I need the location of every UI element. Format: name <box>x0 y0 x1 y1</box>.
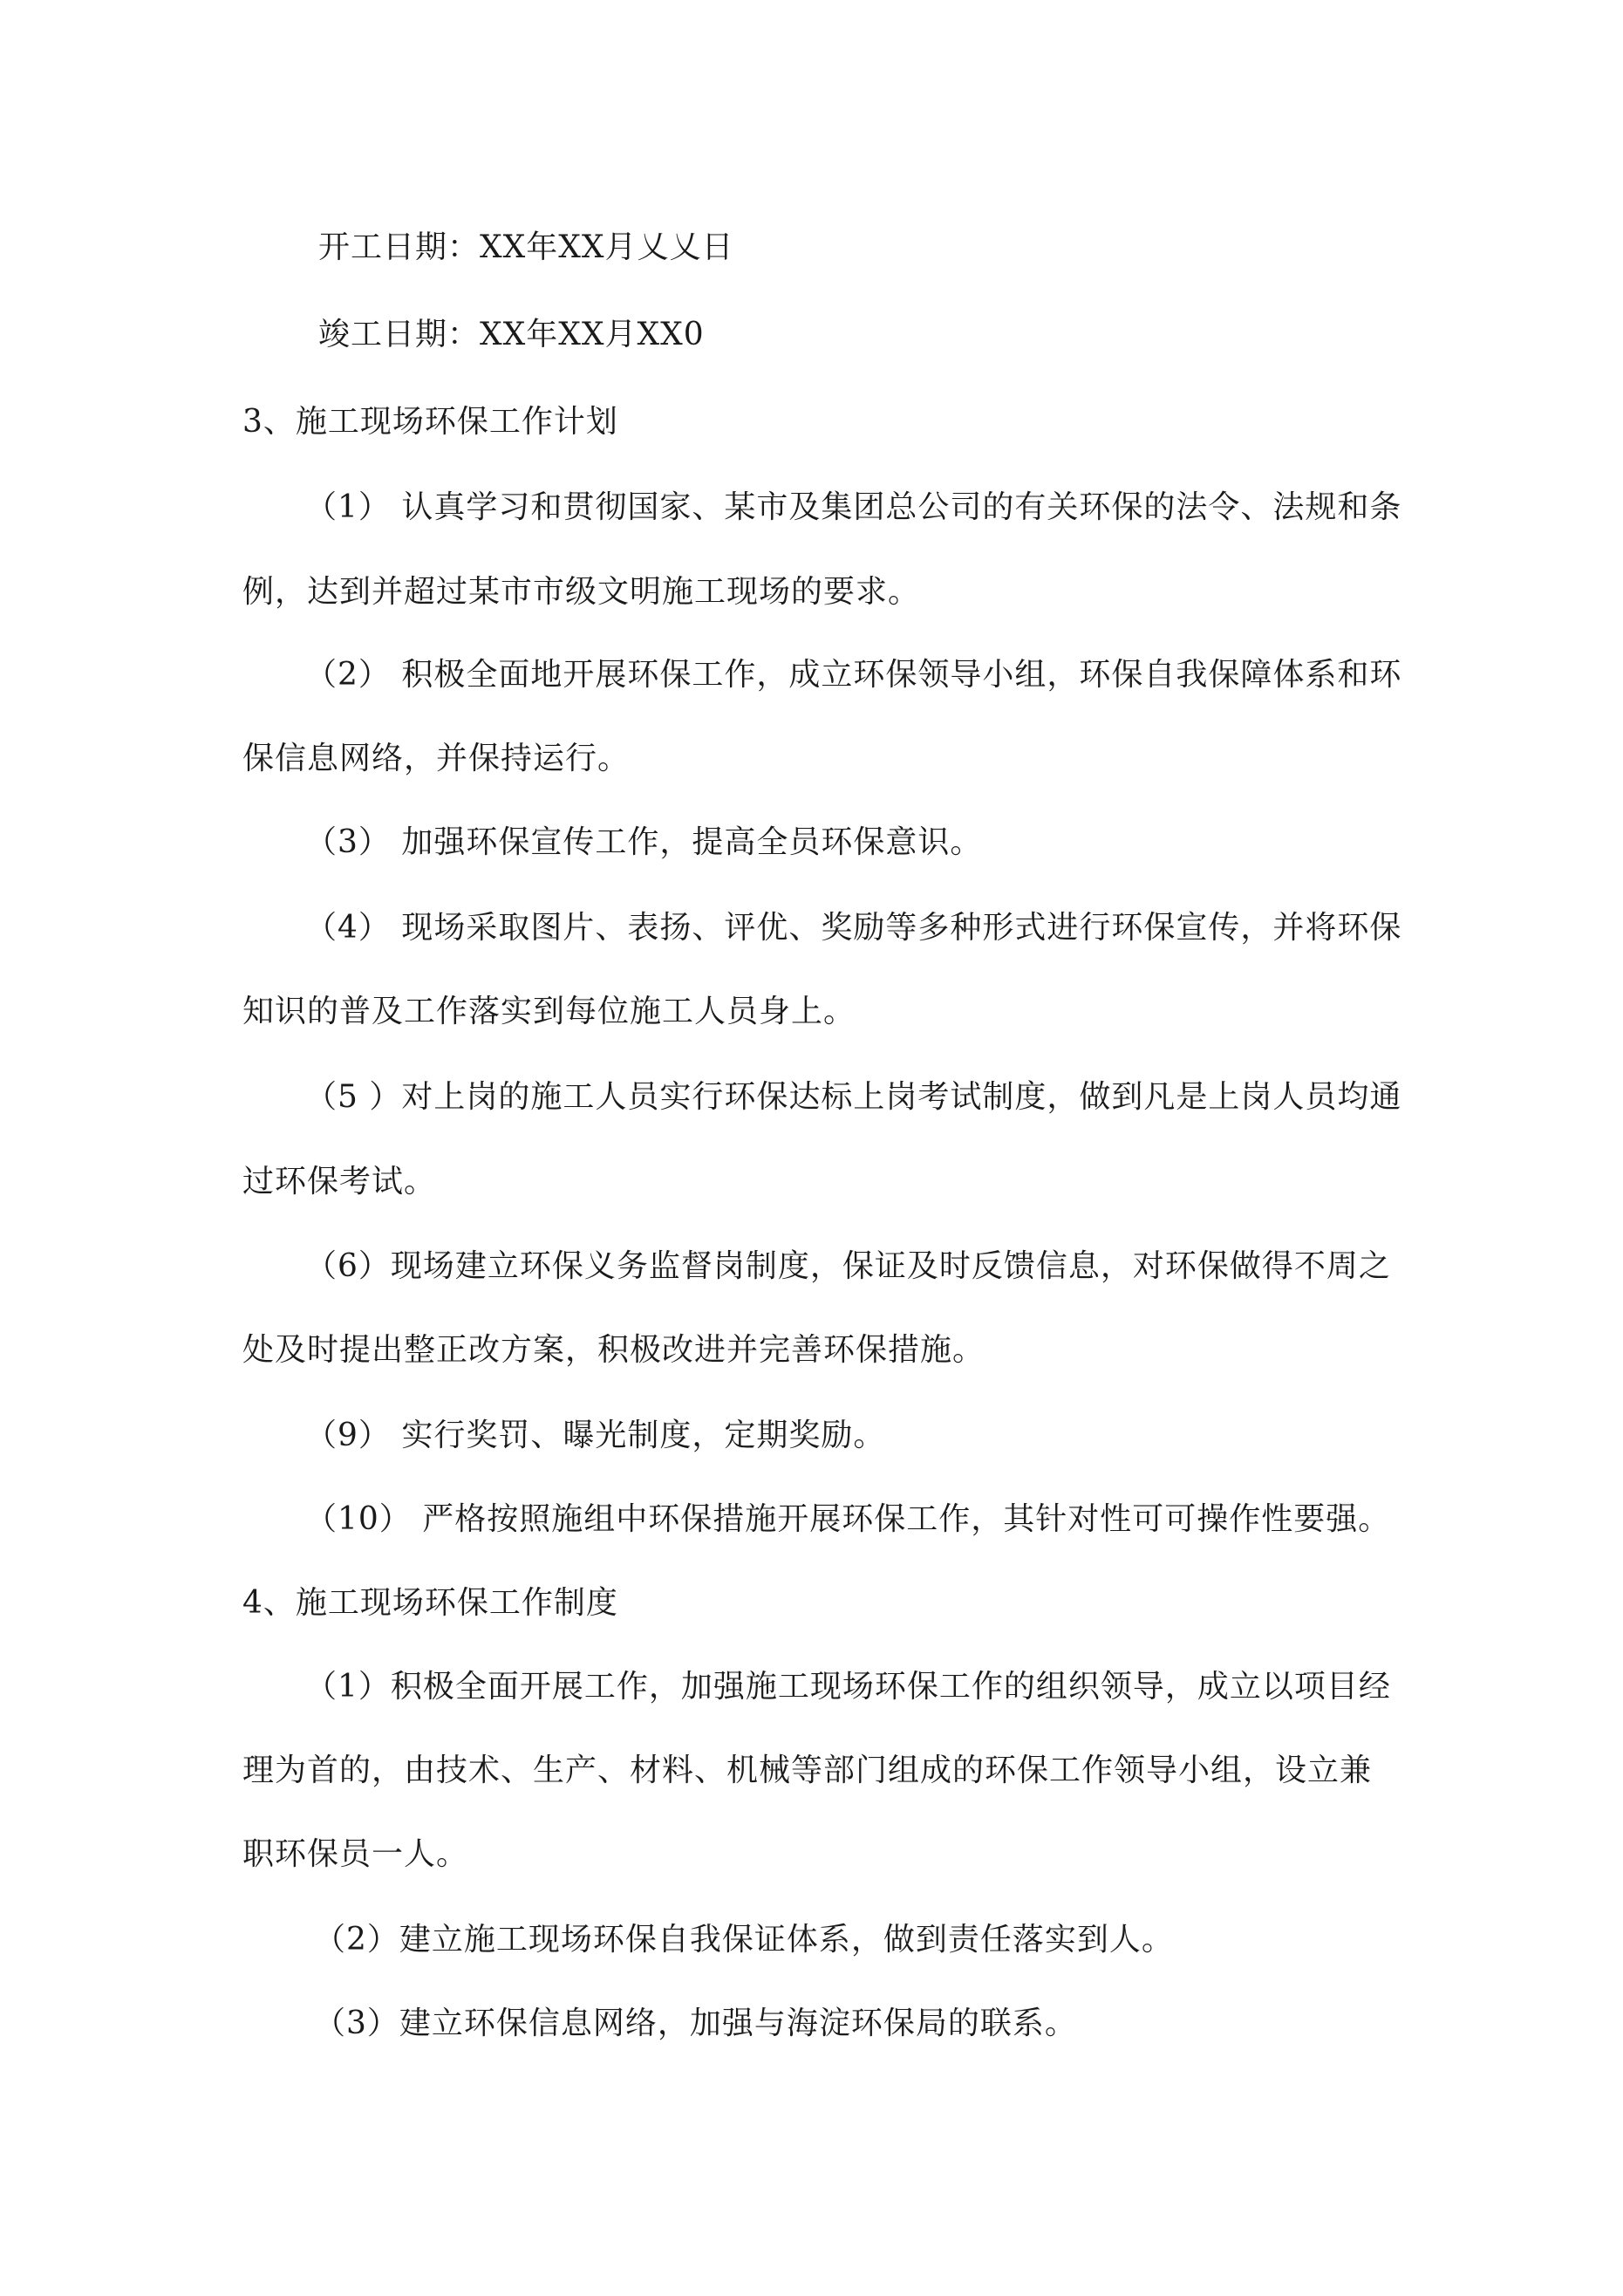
section-3-item-5-line-2: 过环保考试。 <box>242 1164 437 1199</box>
section-3-item-2-line-1: （2） 积极全面地开展环保工作，成立环保领导小组，环保自我保障体系和环 <box>305 657 1402 693</box>
section-3-item-1-line-2: 例，达到并超过某市市级文明施工现场的要求。 <box>242 574 921 610</box>
section-3-item-6-line-1: （6）现场建立环保义务监督岗制度，保证及时反馈信息，对环保做得不周之 <box>305 1248 1391 1284</box>
section-3-item-5-line-1: （5 ）对上岗的施工人员实行环保达标上岗考试制度，做到凡是上岗人员均通 <box>305 1079 1402 1115</box>
completion-date-line: 竣工日期：XX年XX月XX0 <box>318 317 705 352</box>
section-3-heading: 3、施工现场环保工作计划 <box>242 404 618 440</box>
section-3-item-4-line-2: 知识的普及工作落实到每位施工人员身上。 <box>242 994 856 1029</box>
section-4-heading: 4、施工现场环保工作制度 <box>242 1585 618 1621</box>
section-3-item-9-line-1: （9） 实行奖罚、曝光制度，定期奖励。 <box>305 1418 886 1453</box>
section-4-item-1-line-1: （1）积极全面开展工作，加强施工现场环保工作的组织领导，成立以项目经 <box>305 1669 1391 1705</box>
section-3-item-4-line-1: （4） 现场采取图片、表扬、评优、奖励等多种形式进行环保宣传，并将环保 <box>305 910 1402 946</box>
section-3-item-3-line-1: （3） 加强环保宣传工作，提高全员环保意识。 <box>305 824 983 860</box>
section-3-item-6-line-2: 处及时提出整正改方案，积极改进并完善环保措施。 <box>242 1332 985 1368</box>
section-4-item-1-line-3: 职环保员一人。 <box>242 1836 469 1872</box>
section-4-item-3-line-1: （3）建立环保信息网络，加强与海淀环保局的联系。 <box>314 2006 1077 2041</box>
section-4-item-2-line-1: （2）建立施工现场环保自我保证体系，做到责任落实到人。 <box>314 1922 1174 1958</box>
section-3-item-10-line-1: （10） 严格按照施组中环保措施开展环保工作，其针对性可可操作性要强。 <box>305 1501 1391 1537</box>
section-3-item-1-line-1: （1） 认真学习和贯彻国家、某市及集团总公司的有关环保的法令、法规和条 <box>305 489 1402 525</box>
section-3-item-2-line-2: 保信息网络，并保持运行。 <box>242 741 631 776</box>
start-date-line: 开工日期：XX年XX月乂乂日 <box>318 229 734 265</box>
section-4-item-1-line-2: 理为首的，由技术、生产、材料、机械等部门组成的环保工作领导小组，设立兼 <box>242 1753 1373 1788</box>
